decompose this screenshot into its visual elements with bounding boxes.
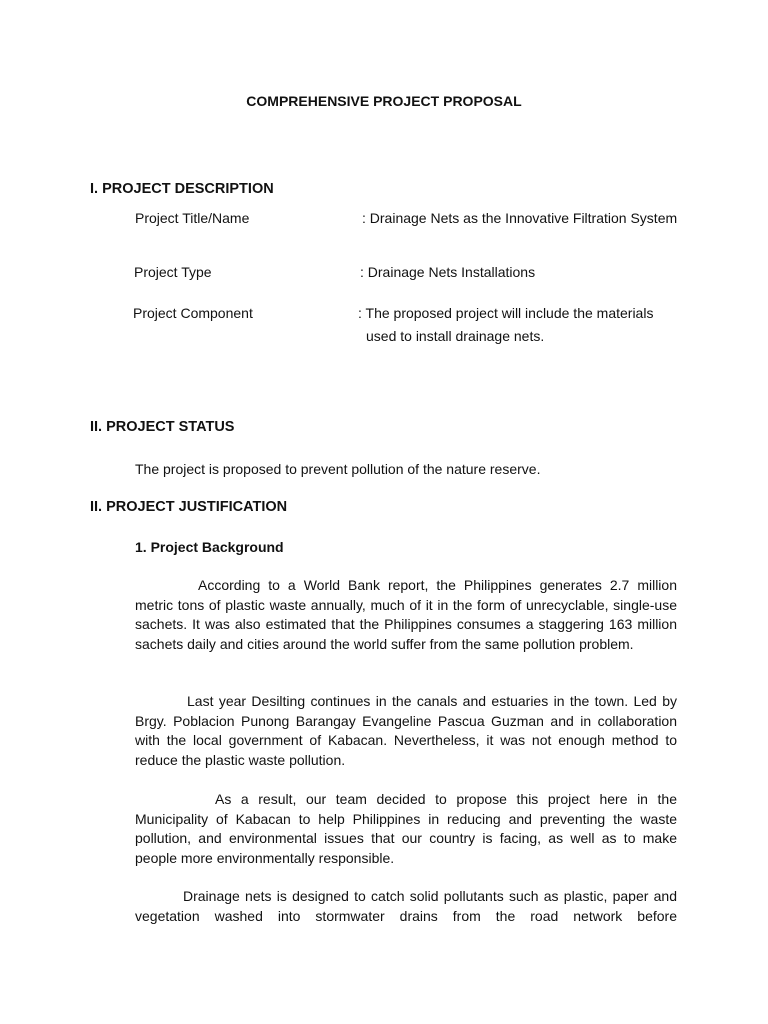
section-heading-project-status: II. PROJECT STATUS (90, 419, 235, 435)
project-component-value-continued: used to install drainage nets. (366, 328, 545, 344)
background-paragraph-4: Drainage nets is designed to catch solid pollutants such as plastic, paper and vegetation washed into stormwater drains from the road network before (135, 888, 677, 924)
project-status-text: The project is proposed to prevent pollution of the nature reserve. (135, 461, 541, 477)
section-heading-project-justification: II. PROJECT JUSTIFICATION (90, 499, 288, 515)
section-heading-project-description: I. PROJECT DESCRIPTION (90, 181, 274, 197)
project-component-value: : The proposed project will include the materials (358, 305, 654, 321)
project-type-label: Project Type (134, 264, 212, 280)
subheading-project-background: 1. Project Background (135, 539, 284, 555)
background-paragraph-2: Last year Desilting continues in the canals and estuaries in the town. Led by Brgy. Poblacion Punong Barangay Evangeline Pascua Guzman and in collaboration with the local government of Kabacan. Nevertheless, it was not enough method to reduce the plastic waste pollution. (135, 693, 677, 768)
background-paragraph-1: According to a World Bank report, the Philippines generates 2.7 million metric tons of plastic waste annually, much of it in the form of unrecyclable, single-use sachets. It was also estimated that the Philippines consumes a staggering 163 million sachets daily and cities around the world suffer from the same pollution problem. (135, 577, 677, 652)
project-title-value: : Drainage Nets as the Innovative Filtration System (362, 210, 678, 226)
document-title: COMPREHENSIVE PROJECT PROPOSAL (246, 93, 522, 109)
background-paragraph-3: As a result, our team decided to propose this project here in the Municipality of Kabacan to help Philippines in reducing and preventing the waste pollution, and environmental issues that our country is facing, as well as to make people more environmentally responsible. (135, 791, 677, 866)
project-component-label: Project Component (133, 305, 253, 321)
project-title-label: Project Title/Name (135, 210, 250, 226)
project-type-value: : Drainage Nets Installations (360, 264, 536, 280)
